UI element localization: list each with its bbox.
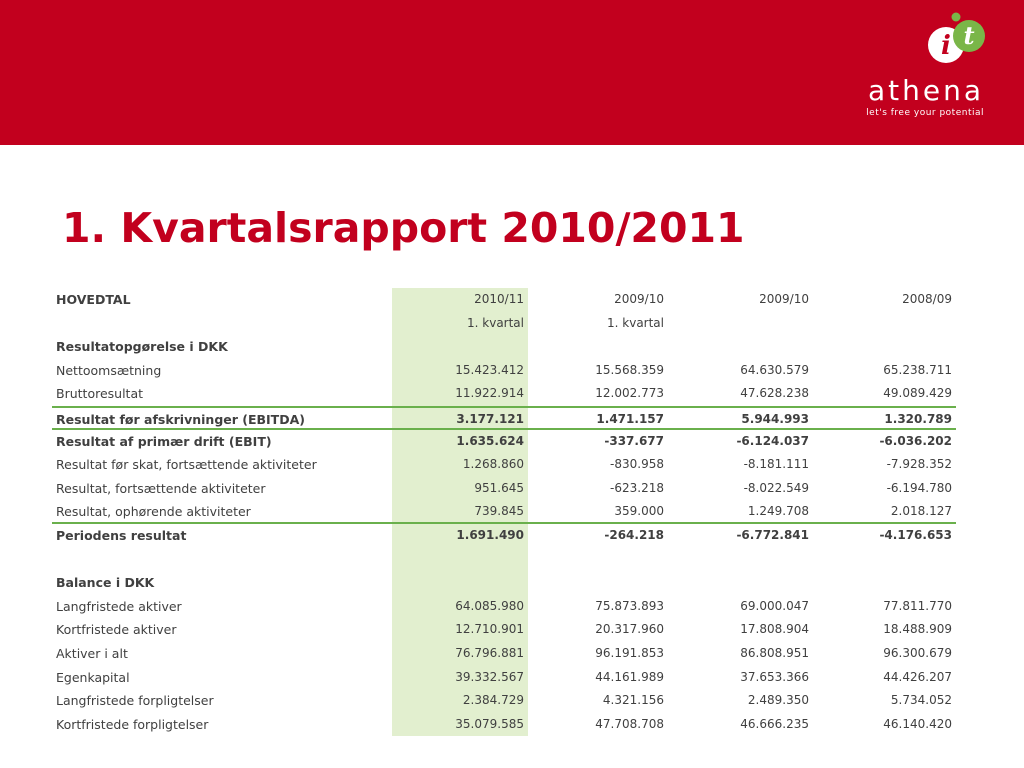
table-row	[52, 666, 956, 690]
row-value: 951.645	[392, 477, 528, 501]
row-value: 35.079.585	[392, 713, 528, 737]
row-label: Resultat, fortsættende aktiviteter	[56, 480, 266, 496]
section-title-row	[52, 571, 956, 595]
brand-tagline: let's free your potential	[866, 108, 984, 118]
table-row	[52, 642, 956, 666]
row-label: Langfristede aktiver	[56, 598, 182, 614]
row-label: Egenkapital	[56, 669, 130, 685]
athena-logo	[834, 12, 984, 122]
page-title: 1. Kvartalsrapport 2010/2011	[62, 204, 745, 252]
row-value: 47.628.238	[740, 386, 809, 401]
row-value: 44.161.989	[595, 669, 664, 684]
row-value: 1.691.490	[392, 524, 528, 548]
row-value: -623.218	[610, 480, 664, 495]
row-value: -6.194.780	[886, 480, 952, 495]
row-value: -6.124.037	[736, 433, 809, 448]
row-value: 12.710.901	[392, 618, 528, 642]
row-value: 5.734.052	[890, 693, 952, 708]
row-value: 1.320.789	[884, 411, 952, 426]
key-figures-table	[52, 288, 956, 736]
row-value: 76.796.881	[392, 642, 528, 666]
table-subheader-row	[52, 312, 956, 336]
section-title: Resultatopgørelse i DKK	[56, 339, 228, 355]
row-value: 15.568.359	[595, 362, 664, 377]
row-value: 2.018.127	[890, 504, 952, 519]
subperiod-header: 1. kvartal	[392, 312, 528, 336]
logo-letter-i: i	[941, 31, 951, 61]
period-header: 2010/11	[392, 288, 528, 312]
row-value: -8.181.111	[743, 457, 809, 472]
row-label: Nettoomsætning	[56, 362, 162, 378]
row-value: -4.176.653	[879, 527, 952, 542]
row-value: 75.873.893	[595, 598, 664, 613]
row-value: 11.922.914	[392, 382, 528, 406]
row-value: 1.249.708	[747, 504, 809, 519]
row-value: 64.085.980	[392, 595, 528, 619]
table-row	[52, 618, 956, 642]
row-value: 739.845	[392, 500, 528, 522]
row-value: 2.384.729	[392, 689, 528, 713]
row-value: 49.089.429	[883, 386, 952, 401]
row-value: 77.811.770	[883, 598, 952, 613]
subperiod-header: 1. kvartal	[607, 315, 664, 330]
row-value: 359.000	[614, 504, 664, 519]
it-logo-icon	[927, 12, 987, 67]
spacer-row	[52, 548, 956, 572]
period-header: 2009/10	[759, 292, 809, 306]
row-value: -830.958	[610, 457, 664, 472]
row-value: 20.317.960	[595, 622, 664, 637]
row-value: 65.238.711	[883, 362, 952, 377]
table-row	[52, 689, 956, 713]
row-value: 69.000.047	[740, 598, 809, 613]
row-value: 46.666.235	[740, 716, 809, 731]
table-row-ebit	[52, 430, 956, 454]
row-label: Aktiver i alt	[56, 645, 128, 661]
table-row-period-result	[52, 524, 956, 548]
row-label: Resultat før afskrivninger (EBITDA)	[56, 411, 305, 427]
row-value: 3.177.121	[392, 408, 528, 428]
table-row	[52, 359, 956, 383]
section-title: Balance i DKK	[56, 575, 155, 591]
table-row	[52, 382, 956, 406]
row-value: 12.002.773	[595, 386, 664, 401]
row-value: 44.426.207	[883, 669, 952, 684]
row-value: 2.489.350	[747, 693, 809, 708]
row-value: -6.036.202	[879, 433, 952, 448]
row-value: 46.140.420	[883, 716, 952, 731]
row-value: 1.471.157	[596, 411, 664, 426]
row-value: -264.218	[604, 527, 664, 542]
row-value: -8.022.549	[743, 480, 809, 495]
table-header-row	[52, 288, 956, 312]
row-label: Kortfristede aktiver	[56, 622, 177, 638]
row-value: 18.488.909	[883, 622, 952, 637]
table-row	[52, 477, 956, 501]
row-value: 64.630.579	[740, 362, 809, 377]
row-label: Resultat af primær drift (EBIT)	[56, 433, 272, 449]
row-label: Bruttoresultat	[56, 386, 144, 402]
table-row-ebitda	[52, 406, 956, 430]
period-header: 2008/09	[902, 292, 952, 306]
row-label: Resultat før skat, fortsættende aktiviteter	[56, 457, 317, 473]
table-row	[52, 595, 956, 619]
row-value: 96.300.679	[883, 645, 952, 660]
brand-name: athena	[867, 74, 984, 107]
row-value: 1.635.624	[392, 430, 528, 454]
row-value: 47.708.708	[595, 716, 664, 731]
section-title-row	[52, 335, 956, 359]
row-value: -7.928.352	[886, 457, 952, 472]
row-value: 96.191.853	[595, 645, 664, 660]
row-value: 17.808.904	[740, 622, 809, 637]
row-value: 5.944.993	[741, 411, 809, 426]
table-row	[52, 453, 956, 477]
table-row	[52, 500, 956, 524]
table-row	[52, 713, 956, 737]
row-value: 4.321.156	[602, 693, 664, 708]
row-value: -6.772.841	[736, 527, 809, 542]
row-value: 39.332.567	[392, 666, 528, 690]
row-label: Kortfristede forpligtelser	[56, 716, 209, 732]
table-header-label: HOVEDTAL	[56, 292, 131, 307]
logo-letter-t: t	[963, 21, 975, 50]
row-label: Periodens resultat	[56, 527, 187, 543]
period-header: 2009/10	[614, 292, 664, 306]
row-value: 15.423.412	[392, 359, 528, 383]
header-band	[0, 0, 1024, 145]
row-value: -337.677	[604, 433, 664, 448]
row-value: 86.808.951	[740, 645, 809, 660]
row-value: 1.268.860	[392, 453, 528, 477]
row-value: 37.653.366	[740, 669, 809, 684]
row-label: Langfristede forpligtelser	[56, 693, 214, 709]
row-label: Resultat, ophørende aktiviteter	[56, 504, 251, 520]
